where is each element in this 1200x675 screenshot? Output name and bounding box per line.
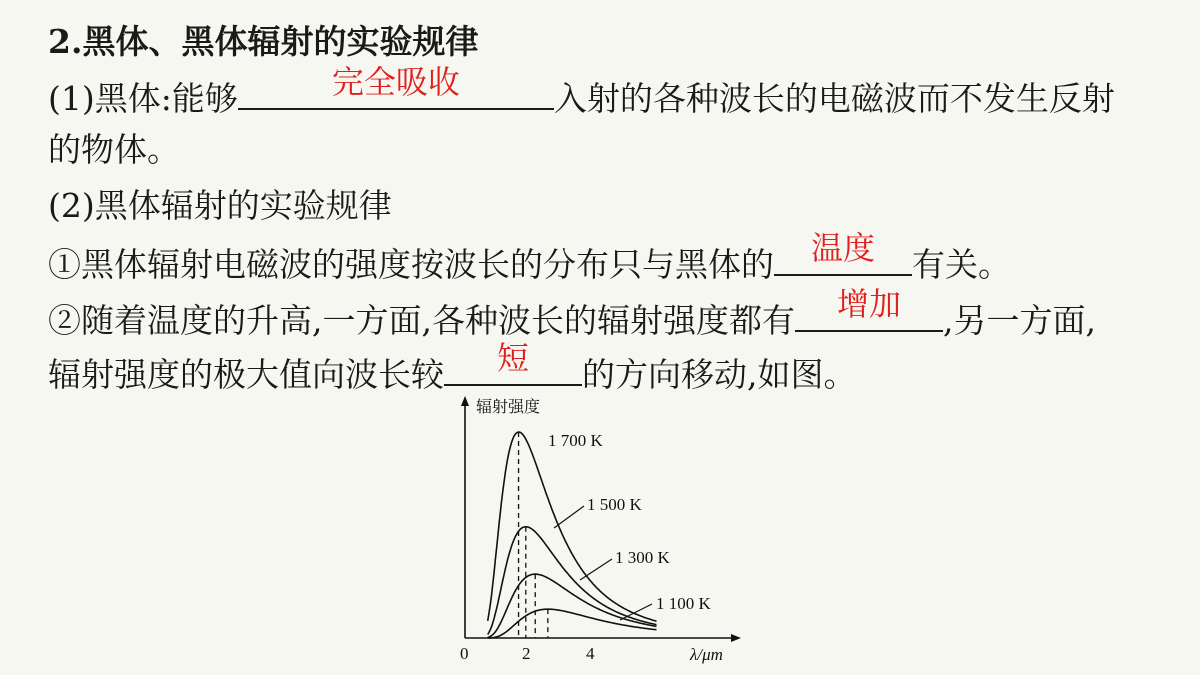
p1-suffix: 入射的各种波长的电磁波而不发生反射 [553,79,1115,118]
blank-4[interactable] [444,339,582,386]
x-tick-label: 2 [522,644,531,663]
x-axis-label: λ/μm [690,645,723,664]
p1-prefix: (1)黑体:能够 [48,79,238,118]
paragraph-1 [48,63,1115,119]
curve-1500k [488,527,657,635]
p5-prefix: 辐射强度的极大值向波长较 [48,355,444,394]
section-number: 2 [48,22,71,61]
section-title: .黑体、黑体辐射的实验规律 [70,22,479,61]
paragraph-3 [48,229,1011,285]
leader-line-1300k [580,559,612,580]
p3-prefix: ①黑体辐射电磁波的强度按波长的分布只与黑体的 [48,245,774,284]
curve-1300k [488,574,657,637]
series-label-1100k: 1 100 K [656,594,711,613]
answer-2: 温度 [810,229,875,267]
y-axis-label: 辐射强度 [476,399,541,416]
paragraph-2: (2)黑体辐射的实验规律 [48,186,392,225]
p5-suffix: 的方向移动,如图。 [582,355,857,394]
x-axis-arrow-icon [731,634,741,642]
paragraph-4 [48,285,1096,341]
section-heading [48,22,478,62]
p4-prefix: ②随着温度的升高,一方面,各种波长的辐射强度都有 [48,301,795,340]
leader-line-1500k [554,506,584,528]
curve-1700k [488,432,657,621]
answer-4: 短 [496,339,529,377]
series-label-1700k: 1 700 K [548,431,603,450]
blank-3[interactable] [795,285,943,332]
answer-1: 完全吸收 [331,63,460,101]
blackbody-radiation-chart [440,392,760,672]
blank-2[interactable] [774,229,912,276]
y-axis-arrow-icon [461,396,469,406]
paragraph-1-cont: 的物体。 [48,130,180,169]
p3-suffix: 有关。 [912,245,1011,284]
series-label-1300k: 1 300 K [615,548,670,567]
series-label-1500k: 1 500 K [587,495,642,514]
curve-1100k [488,609,657,638]
p4-suffix: ,另一方面, [942,301,1096,340]
x-tick-label: 4 [586,644,595,663]
blank-1[interactable] [238,63,554,110]
answer-3: 增加 [836,285,901,323]
x-tick-label: 0 [460,644,469,663]
paragraph-5 [48,339,857,395]
